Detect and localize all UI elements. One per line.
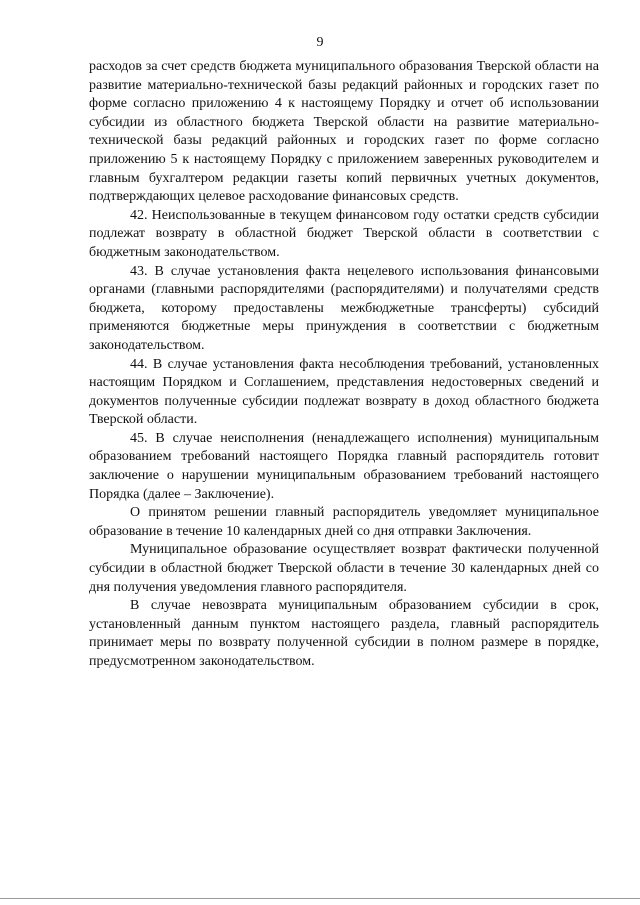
- document-body: [89, 58, 599, 672]
- paragraph-continuation: расходов за счет средств бюджета муниципального образования Тверской области на развитие материально-технической базы редакций районных и городских газет по форме согласно приложению 4 к настоящему Порядку и отчет об использовании субсидии из областного бюджета Тверской области на развитие материально-технической базы редакций районных и городских газет по форме согласно приложению 5 к настоящему Порядку с приложением заверенных руководителем и главным бухгалтером редакции газеты копий первичных учетных документов, подтверждающих целевое расходование финансовых средств.: [89, 59, 599, 205]
- paragraph-item-42: 42. Неиспользованные в текущем финансовом году остатки средств субсидии подлежат возврату в областной бюджет Тверской области в соответствии с бюджетным законодательством.: [89, 207, 599, 260]
- page-number: 9: [316, 35, 324, 50]
- paragraph-refund: Муниципальное образование осуществляет возврат фактически полученной субсидии в областной бюджет Тверской области в течение 30 календарных дней со дня получения уведомления главного распорядителя.: [89, 542, 599, 595]
- paragraph-item-44: 44. В случае установления факта несоблюдения требований, установленных настоящим Порядком и Соглашением, представления недостоверных сведений и документов полученные субсидии подлежат возврату в доход областного бюджета Тверской области.: [89, 356, 599, 428]
- scan-bottom-edge: [0, 898, 640, 899]
- paragraph-item-45: 45. В случае неисполнения (ненадлежащего исполнения) муниципальным образованием требований настоящего Порядка главный распорядитель готовит заключение о нарушении муниципальным образованием требований настоящего Порядка (далее – Заключение).: [89, 430, 599, 502]
- paragraph-notification: О принятом решении главный распорядитель уведомляет муниципальное образование в течение 10 календарных дней со дня отправки Заключения.: [89, 505, 599, 539]
- paragraph-non-return: В случае невозврата муниципальным образованием субсидии в срок, установленный данным пунктом настоящего раздела, главный распорядитель принимает меры по возврату полученной субсидии в полном размере в порядке, предусмотренном законодательством.: [89, 598, 599, 669]
- paragraph-item-43: 43. В случае установления факта нецелевого использования финансовыми органами (главными распорядителями (распорядителями) и получателями средств бюджета, которому предоставлены межбюджетные трансферты) субсидий применяются бюджетные меры принуждения в соответствии с бюджетным законодательством.: [89, 263, 599, 353]
